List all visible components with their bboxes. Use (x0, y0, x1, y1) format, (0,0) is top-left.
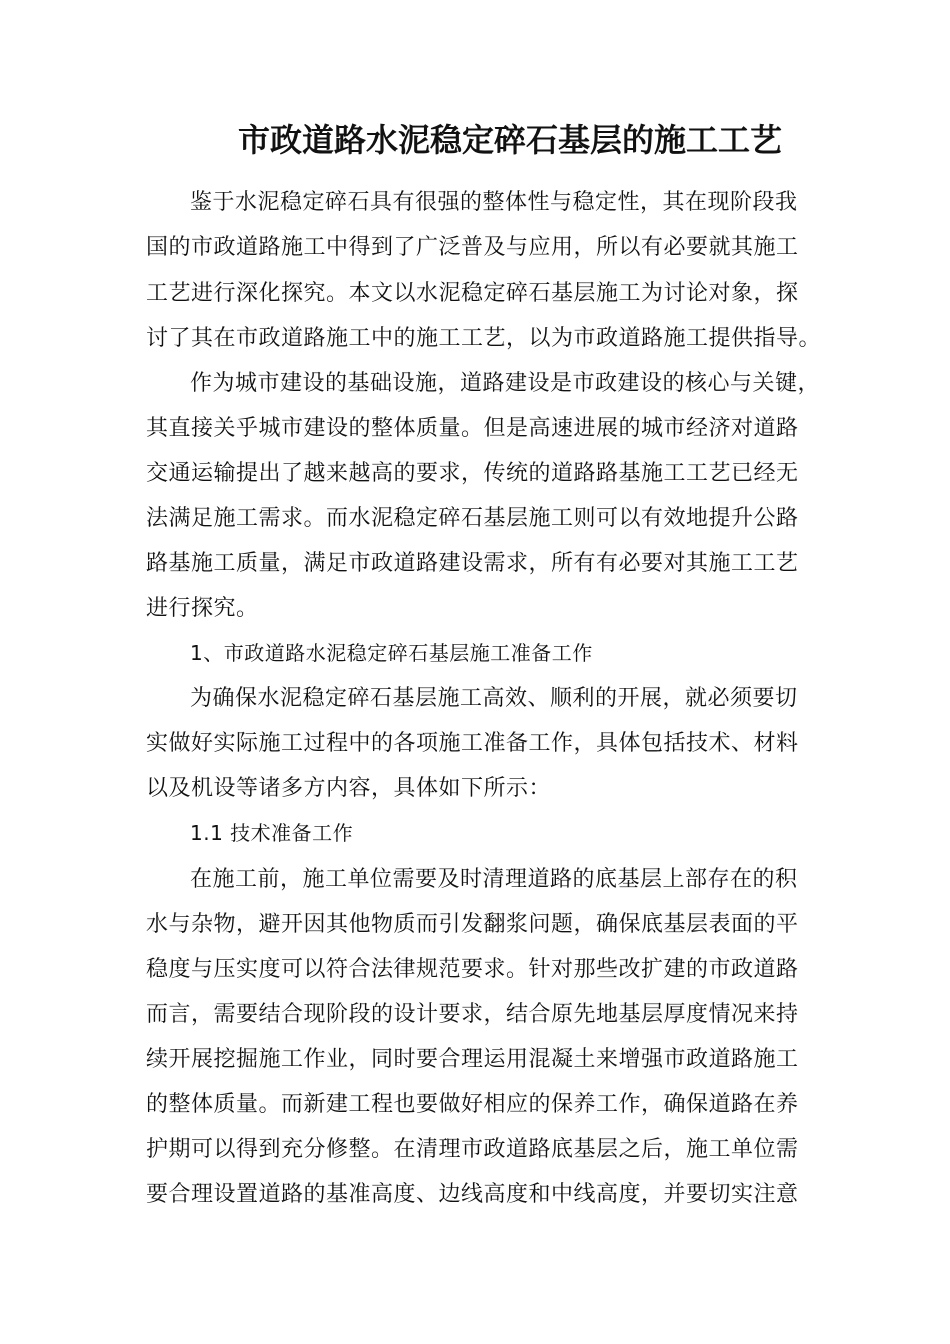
paragraph-2-line-3: 交通运输提出了越来越高的要求，传统的道路路基施工工艺已经无 (146, 461, 799, 486)
paragraph-1-line-3: 工艺进行深化探究。本文以水泥稳定碎石基层施工为讨论对象，探 (146, 281, 799, 306)
paragraph-4-line-3: 稳度与压实度可以符合法律规范要求。针对那些改扩建的市政道路 (146, 957, 799, 982)
paragraph-2-line-6: 进行探究。 (146, 596, 259, 621)
paragraph-1-line-4: 讨了其在市政道路施工中的施工工艺，以为市政道路施工提供指导。 (146, 326, 822, 351)
paragraph-2-line-5: 路基施工质量，满足市政道路建设需求，所有有必要对其施工工艺 (146, 551, 799, 576)
paragraph-4-line-1: 在施工前，施工单位需要及时清理道路的底基层上部存在的积 (190, 867, 798, 892)
paragraph-4-line-5: 续开展挖掘施工作业，同时要合理运用混凝土来增强市政道路施工 (146, 1047, 799, 1072)
paragraph-3-line-3: 以及机设等诸多方内容，具体如下所示： (146, 776, 552, 801)
section-heading-1: 1、市政道路水泥稳定碎石基层施工准备工作 (190, 641, 593, 665)
paragraph-4-line-2: 水与杂物，避开因其他物质而引发翻浆问题，确保底基层表面的平 (146, 912, 799, 937)
section-heading-1-1: 1.1 技术准备工作 (190, 821, 354, 845)
paragraph-4-line-8: 要合理设置道路的基准高度、边线高度和中线高度，并要切实注意 (146, 1182, 799, 1207)
paragraph-2-line-1: 作为城市建设的基础设施，道路建设是市政建设的核心与关键， (190, 371, 821, 396)
paragraph-1-line-2: 国的市政道路施工中得到了广泛普及与应用，所以有必要就其施工 (146, 235, 799, 260)
paragraph-3-line-2: 实做好实际施工过程中的各项施工准备工作，具体包括技术、材料 (146, 731, 799, 756)
paragraph-4-line-4: 而言，需要结合现阶段的设计要求，结合原先地基层厚度情况来持 (146, 1002, 799, 1027)
paragraph-2-line-4: 法满足施工需求。而水泥稳定碎石基层施工则可以有效地提升公路 (146, 506, 799, 531)
paragraph-4-line-7: 护期可以得到充分修整。在清理市政道路底基层之后，施工单位需 (146, 1137, 799, 1162)
paragraph-3-line-1: 为确保水泥稳定碎石基层施工高效、顺利的开展，就必须要切 (190, 686, 798, 711)
paragraph-1-line-1: 鉴于水泥稳定碎石具有很强的整体性与稳定性，其在现阶段我 (190, 190, 798, 215)
document-title: 市政道路水泥稳定碎石基层的施工工艺 (237, 121, 782, 159)
paragraph-4-line-6: 的整体质量。而新建工程也要做好相应的保养工作，确保道路在养 (146, 1092, 799, 1117)
paragraph-2-line-2: 其直接关乎城市建设的整体质量。但是高速进展的城市经济对道路 (146, 416, 799, 441)
